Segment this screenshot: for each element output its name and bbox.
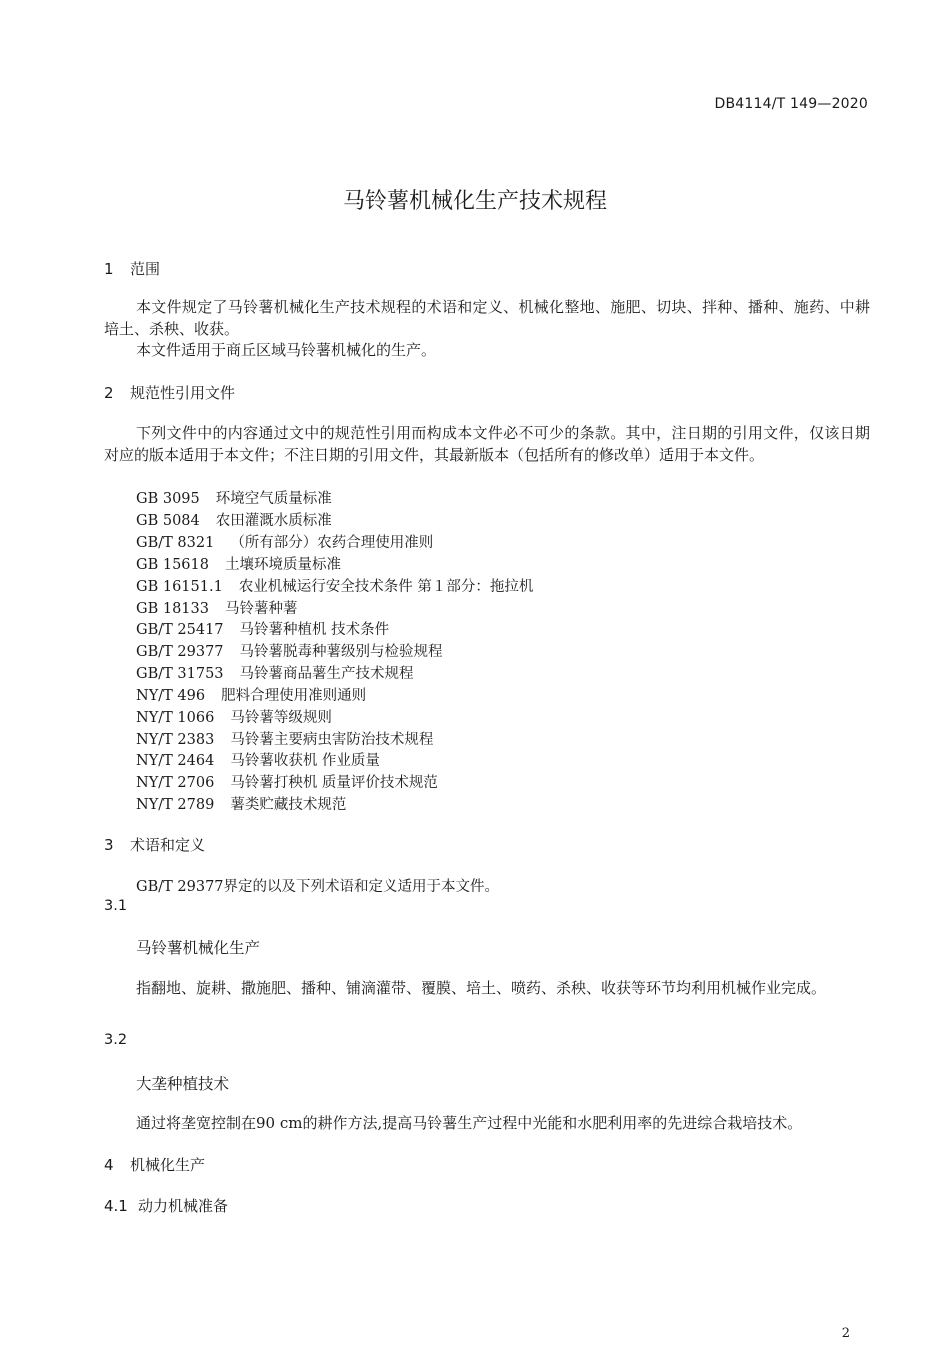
reference-item — [136, 684, 366, 705]
reference-code: NY/T 1066 — [136, 710, 215, 726]
term-number: 3.1 — [104, 898, 128, 914]
reference-code: GB/T 31753 — [136, 666, 224, 682]
section-3-heading — [104, 834, 205, 855]
reference-item — [136, 771, 438, 792]
page-number: 2 — [841, 1326, 850, 1341]
reference-item — [136, 640, 443, 661]
section-2-intro: 下列文件中的内容通过文中的规范性引用而构成本文件必不可少的条款。其中，注日期的引用文件，仅该日期对应的版本适用于本文件；不注日期的引用文件，其最新版本（包括所有的修改单）适用于本文件。 — [104, 424, 870, 464]
section-title: 规范性引用文件 — [130, 384, 236, 402]
reference-name: 农业机械运行安全技术条件 第１部分：拖拉机 — [238, 579, 534, 595]
section-title: 范围 — [130, 260, 161, 278]
reference-name: 马铃薯脱毒种薯级别与检验规程 — [239, 644, 443, 660]
reference-code: NY/T 2383 — [136, 732, 215, 748]
reference-name: 薯类贮藏技术规范 — [230, 797, 347, 813]
section-2-heading — [104, 382, 235, 403]
reference-item — [136, 618, 389, 639]
term-name: 马铃薯机械化生产 — [136, 939, 261, 957]
reference-name: 马铃薯等级规则 — [230, 710, 332, 726]
reference-code: GB 18133 — [136, 601, 209, 617]
document-code: DB4114/T 149—2020 — [714, 96, 868, 112]
reference-item — [136, 706, 332, 727]
reference-code: GB/T 29377 — [136, 644, 224, 660]
reference-name: 肥料合理使用准则通则 — [221, 688, 367, 704]
section-4-heading — [104, 1154, 205, 1175]
reference-name: 马铃薯收获机 作业质量 — [230, 753, 380, 769]
reference-code: NY/T 496 — [136, 688, 206, 704]
subsection-title: 动力机械准备 — [138, 1197, 229, 1215]
term-definition: 指翻地、旋耕、撒施肥、播种、铺滴灌带、覆膜、培土、喷药、杀秧、收获等环节均利用机械作业完成。 — [136, 979, 827, 997]
reference-code: GB 16151.1 — [136, 579, 223, 595]
section-title: 术语和定义 — [130, 836, 206, 854]
reference-item — [136, 509, 332, 530]
reference-code: GB 15618 — [136, 557, 209, 573]
reference-name: 土壤环境质量标准 — [224, 557, 341, 573]
section-title: 机械化生产 — [130, 1156, 206, 1174]
subsection-number: 4.1 — [104, 1197, 128, 1215]
reference-item — [136, 553, 341, 574]
reference-item — [136, 728, 433, 749]
reference-code: GB/T 25417 — [136, 622, 224, 638]
section-1-paragraph-2: 本文件适用于商丘区域马铃薯机械化的生产。 — [136, 341, 437, 359]
section-number: 4 — [104, 1156, 114, 1174]
reference-name: 马铃薯种植机 技术条件 — [239, 622, 390, 638]
reference-code: NY/T 2464 — [136, 753, 215, 769]
reference-name: 马铃薯主要病虫害防治技术规程 — [230, 732, 434, 748]
reference-name: 农田灌溉水质标准 — [215, 513, 332, 529]
document-title: 马铃薯机械化生产技术规程 — [342, 189, 607, 214]
reference-name: （所有部分）农药合理使用准则 — [230, 535, 434, 551]
reference-item — [136, 793, 346, 814]
section-1-paragraph-1: 本文件规定了马铃薯机械化生产技术规程的术语和定义、机械化整地、施肥、切块、拌种、播种、施药、中耕培土、杀秧、收获。 — [104, 298, 870, 338]
reference-code: GB/T 8321 — [136, 535, 215, 551]
subsection-4-1-heading — [104, 1195, 228, 1216]
reference-name: 环境空气质量标准 — [215, 491, 332, 507]
reference-name: 马铃薯种薯 — [224, 601, 298, 617]
reference-item — [136, 531, 433, 552]
reference-code: NY/T 2706 — [136, 775, 215, 791]
reference-item — [136, 662, 414, 683]
reference-name: 马铃薯商品薯生产技术规程 — [239, 666, 414, 682]
reference-code: GB 5084 — [136, 513, 200, 529]
term-definition: 通过将垄宽控制在90 cm的耕作方法,提高马铃薯生产过程中光能和水肥利用率的先进综合栽培技术。 — [136, 1114, 803, 1132]
term-name: 大垄种植技术 — [136, 1075, 230, 1093]
section-number: 3 — [104, 836, 114, 854]
section-3-intro: GB/T 29377界定的以及下列术语和定义适用于本文件。 — [136, 879, 500, 895]
term-number: 3.2 — [104, 1032, 128, 1048]
reference-item — [136, 487, 332, 508]
reference-item — [136, 575, 533, 596]
reference-code: GB 3095 — [136, 491, 200, 507]
reference-code: NY/T 2789 — [136, 797, 215, 813]
reference-item — [136, 749, 380, 770]
section-1-heading — [104, 258, 160, 279]
section-number: 2 — [104, 384, 114, 402]
reference-name: 马铃薯打秧机 质量评价技术规范 — [230, 775, 438, 791]
section-number: 1 — [104, 260, 114, 278]
reference-item — [136, 597, 297, 618]
